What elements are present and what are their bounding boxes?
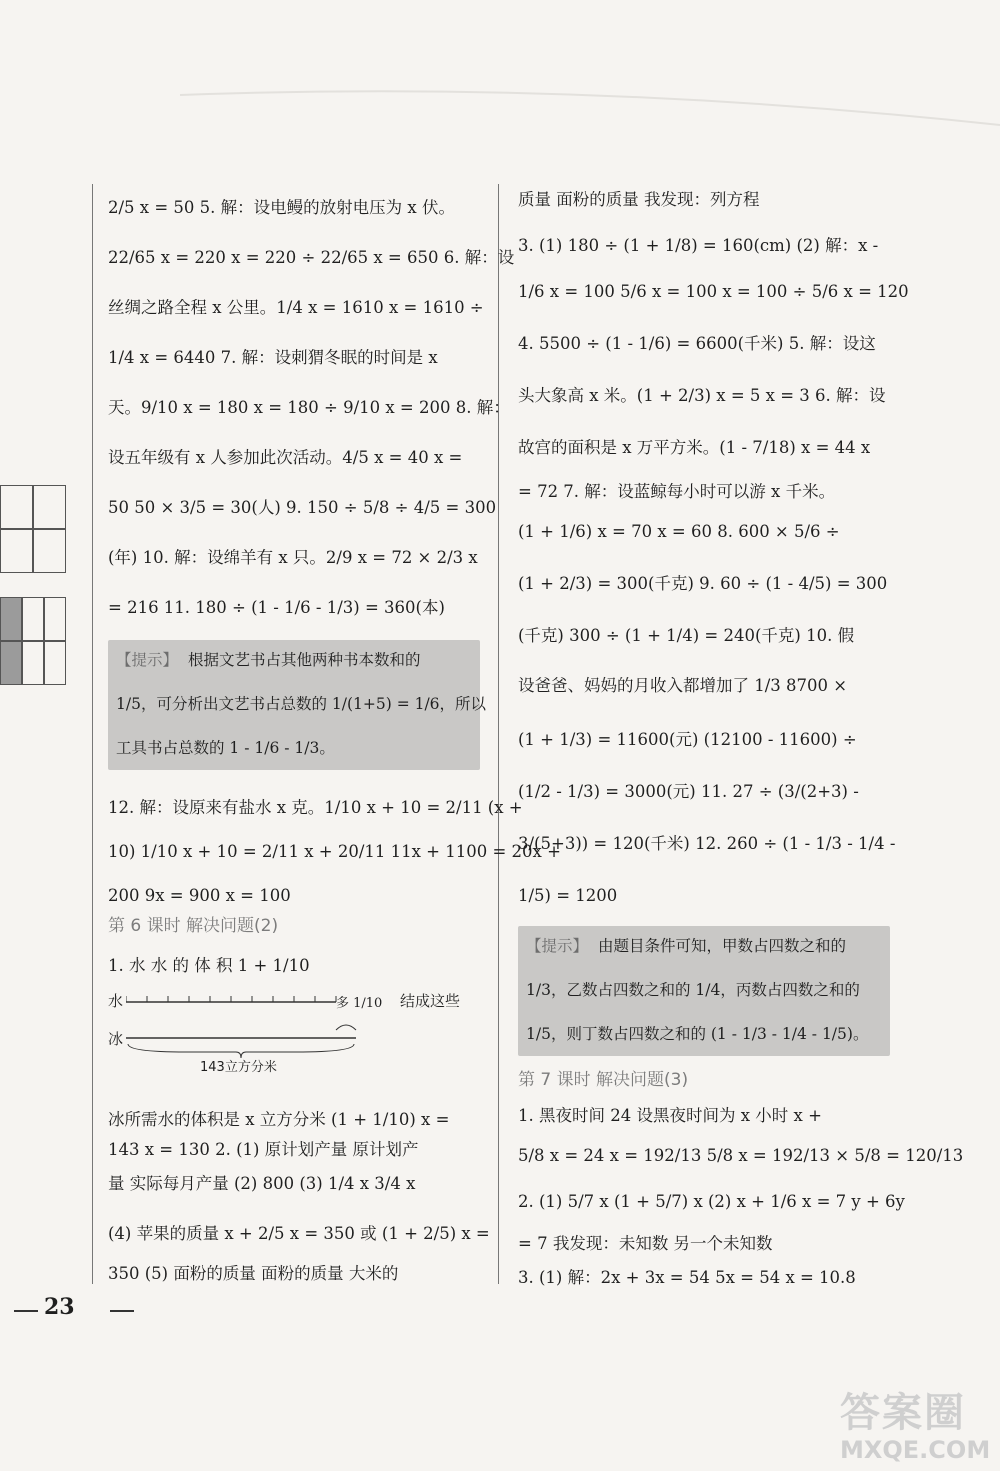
answer-line: 设五年级有 x 人参加此次活动。4/5 x = 40 x = [108, 448, 463, 467]
answer-line: 1. 黑夜时间 24 设黑夜时间为 x 小时 x + [518, 1106, 822, 1125]
answer-line: (1 + 1/3) = 11600(元) (12100 - 11600) ÷ [518, 730, 857, 749]
hint-line: 工具书占总数的 1 - 1/6 - 1/3。 [116, 739, 335, 757]
answer-line: 1/6 x = 100 5/6 x = 100 x = 100 ÷ 5/6 x = 120 [518, 282, 909, 301]
answer-line: (1/2 - 1/3) = 3000(元) 11. 27 ÷ (3/(2+3) - [518, 782, 859, 801]
lesson-title: 第 7 课时 解决问题(3) [518, 1070, 689, 1090]
answer-line: 350 (5) 面粉的质量 面粉的质量 大米的 [108, 1264, 399, 1283]
answer-line: = 72 7. 解：设蓝鲸每小时可以游 x 千米。 [518, 482, 836, 501]
answer-line: 设爸爸、妈妈的月收入都增加了 1/3 8700 × [518, 676, 848, 695]
page-number-dash [110, 1310, 134, 1312]
hint-tag: 【提示】 [116, 651, 179, 669]
answer-line: 4. 5500 ÷ (1 - 1/6) = 6600(千米) 5. 解：设这 [518, 334, 876, 353]
water-label: 水 [108, 992, 124, 1010]
answer-line: 故宫的面积是 x 万平方米。(1 - 7/18) x = 44 x [518, 438, 871, 457]
answer-line: 2. (1) 5/7 x (1 + 5/7) x (2) x + 1/6 x = 7 y + 6y [518, 1192, 905, 1211]
answer-line: 冰所需水的体积是 x 立方分米 (1 + 1/10) x = [108, 1110, 450, 1129]
answer-line: = 7 我发现：未知数 另一个未知数 [518, 1234, 773, 1253]
hint-tag: 【提示】 [526, 937, 589, 955]
answer-line: (4) 苹果的质量 x + 2/5 x = 350 或 (1 + 2/5) x = [108, 1224, 490, 1243]
answer-line: (年) 10. 解：设绵羊有 x 只。2/9 x = 72 × 2/3 x [108, 548, 478, 567]
answer-line: 丝绸之路全程 x 公里。1/4 x = 1610 x = 1610 ÷ [108, 298, 484, 317]
page-number: 23 [44, 1294, 75, 1320]
hint-line: 【提示】 由题目条件可知，甲数占四数之和的 [526, 937, 847, 955]
answer-line: 3. (1) 解：2x + 3x = 54 5x = 54 x = 10.8 [518, 1268, 856, 1287]
answer-line: 12. 解：设原来有盐水 x 克。1/10 x + 10 = 2/11 (x + [108, 798, 523, 817]
answer-line: 质量 面粉的质量 我发现：列方程 [518, 190, 760, 209]
segment-lines [126, 990, 366, 1060]
hint-line: 1/5，则丁数占四数之和的 (1 - 1/3 - 1/4 - 1/5)。 [526, 1025, 869, 1043]
answer-line: 1/5) = 1200 [518, 886, 618, 905]
volume-label: 143立方分米 [200, 1060, 277, 1075]
answer-line: 50 50 × 3/5 = 30(人) 9. 150 ÷ 5/8 ÷ 4/5 = 300 [108, 498, 497, 517]
answer-line: 天。9/10 x = 180 x = 180 ÷ 9/10 x = 200 8. 解： [108, 398, 510, 417]
answer-line: (1 + 2/3) = 300(千克) 9. 60 ÷ (1 - 4/5) = 300 [518, 574, 888, 593]
answer-line: 1. 水 水 的 体 积 1 + 1/10 [108, 956, 310, 975]
answer-line: 1/4 x = 6440 7. 解：设刺猬冬眠的时间是 x [108, 348, 438, 367]
watermark-text: 答案圈 [840, 1390, 966, 1436]
answer-line: 200 9x = 900 x = 100 [108, 886, 291, 905]
watermark-logo [840, 1390, 1000, 1470]
answer-line: (1 + 1/6) x = 70 x = 60 8. 600 × 5/6 ÷ [518, 522, 840, 541]
answer-line: 3. (1) 180 ÷ (1 + 1/8) = 160(cm) (2) 解：x - [518, 236, 879, 255]
column-divider [92, 184, 93, 1284]
hint-line: 【提示】 根据文艺书占其他两种书本数和的 [116, 651, 421, 669]
answer-line: = 216 11. 180 ÷ (1 - 1/6 - 1/3) = 360(本) [108, 598, 445, 617]
hint-box [518, 926, 890, 1056]
answer-line: 量 实际每月产量 (2) 800 (3) 1/4 x 3/4 x [108, 1174, 416, 1193]
hint-box [108, 640, 487, 770]
lesson-title: 第 6 课时 解决问题(2) [108, 916, 279, 936]
answer-line: (千克) 300 ÷ (1 + 1/4) = 240(千克) 10. 假 [518, 626, 855, 645]
hint-line: 1/3，乙数占四数之和的 1/4，丙数占四数之和的 [526, 981, 860, 999]
answer-line: 10) 1/10 x + 10 = 2/11 x + 20/11 11x + 1100 = 20x + [108, 842, 561, 861]
more-label: 多 1/10 [336, 996, 383, 1011]
ice-label: 冰 [108, 1030, 124, 1048]
answer-line: 143 x = 130 2. (1) 原计划产量 原计划产 [108, 1140, 419, 1159]
answer-line: 5/8 x = 24 x = 192/13 5/8 x = 192/13 × 5/8 = 120/13 [518, 1146, 964, 1165]
watermark-url: MXQE.COM [840, 1436, 991, 1464]
hint-line: 1/5，可分析出文艺书占总数的 1/(1+5) = 1/6，所以 [116, 695, 487, 713]
answer-line: 22/65 x = 220 x = 220 ÷ 22/65 x = 650 6. 解：设 [108, 248, 515, 267]
page-number-dash [14, 1310, 38, 1312]
grid-figures [0, 485, 66, 665]
water-ice-diagram [108, 990, 468, 1090]
answer-line: 2/5 x = 50 5. 解：设电鳗的放射电压为 x 伏。 [108, 198, 455, 217]
tail-label: 结成这些 [400, 992, 461, 1010]
paper-crease [180, 70, 1000, 130]
column-divider [498, 184, 499, 1284]
answer-line: 3/(5+3)) = 120(千米) 12. 260 ÷ (1 - 1/3 - 1/4 - [518, 834, 896, 853]
answer-line: 头大象高 x 米。(1 + 2/3) x = 5 x = 3 6. 解：设 [518, 386, 886, 405]
